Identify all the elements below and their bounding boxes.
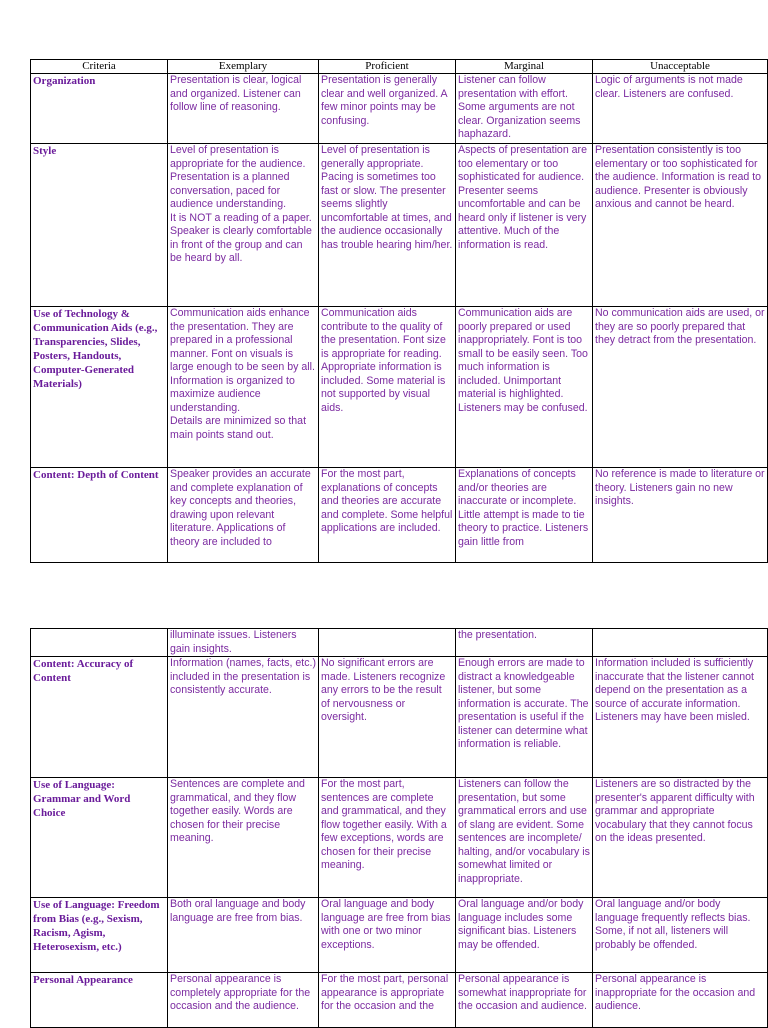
marginal-cell <box>456 468 593 563</box>
header-exemplary: Exemplary <box>168 60 319 74</box>
rubric-table-page-2 <box>30 628 768 1028</box>
criteria-cell: Use of Technology & Communication Aids (e.g., Transparencies, Slides, Posters, Handouts, Computer-Generated Materials) <box>31 307 168 468</box>
rubric-row <box>31 307 768 468</box>
cell-text: Information included is sufficiently inaccurate that the listener cannot depend on the presentation as a source of accurate information. Listeners may have been misled. <box>595 657 755 723</box>
cell-text: Information (names, facts, etc.) included in the presentation is consistently accurate. <box>170 657 317 696</box>
proficient-cell <box>319 778 456 898</box>
cell-text: Both oral language and body language are free from bias. <box>170 898 306 924</box>
cell-text: Communication aids are poorly prepared or used inappropriately. Font is too small to be easily seen. Too much information is included. Unimportant material is highlighted. Listeners may be confused. <box>458 307 588 414</box>
cell-text: It is NOT a reading of a paper. <box>170 211 312 224</box>
rubric-row <box>31 74 768 144</box>
unacceptable-cell <box>593 898 768 973</box>
exemplary-cell <box>168 629 319 657</box>
unacceptable-cell <box>593 468 768 563</box>
cell-text: For the most part, sentences are complete and grammatical, and they flow together easily. With a few exceptions, words are chosen for their precise meaning. <box>321 778 447 871</box>
cell-text: Aspects of presentation are too elementary or too sophisticated for audience. Presenter seems uncomfortable and can be heard only if listener is very attentive. Much of the information is read. <box>458 144 587 251</box>
cell-text: Oral language and body language are free from bias with one or two minor exceptions. <box>321 898 451 951</box>
exemplary-cell <box>168 973 319 1028</box>
marginal-cell <box>456 629 593 657</box>
exemplary-cell <box>168 144 319 307</box>
header-criteria: Criteria <box>31 60 168 74</box>
criteria-cell: Use of Language: Grammar and Word Choice <box>31 778 168 898</box>
criteria-cell <box>31 629 168 657</box>
marginal-cell <box>456 307 593 468</box>
header-proficient: Proficient <box>319 60 456 74</box>
unacceptable-cell <box>593 778 768 898</box>
cell-text: Communication aids contribute to the quality of the presentation. Font size is appropriate for reading. Appropriate information is included. Some material is not supported by visual aids. <box>321 307 446 414</box>
cell-text: Presentation is generally clear and well organized. A few minor points may be confusing. <box>321 74 448 127</box>
cell-text: Communication aids enhance the presentation. They are prepared in a professional manner. Font on visuals is large enough to be seen by all. Information is organized to maximize audience understanding. <box>170 307 315 414</box>
marginal-cell <box>456 778 593 898</box>
marginal-cell <box>456 74 593 144</box>
rubric-row <box>31 657 768 778</box>
rubric-row <box>31 144 768 307</box>
exemplary-cell <box>168 468 319 563</box>
cell-text: Presentation consistently is too elementary or too sophisticated for the audience. Information is read to audience. Presenter is obviously anxious and cannot be heard. <box>595 144 762 210</box>
proficient-cell <box>319 973 456 1028</box>
cell-text: Oral language and/or body language includes some significant bias. Listeners may be offended. <box>458 898 584 951</box>
rubric-row <box>31 778 768 898</box>
proficient-cell <box>319 468 456 563</box>
cell-text: No significant errors are made. Listeners recognize any errors to be the result of nervousness or oversight. <box>321 657 446 723</box>
cell-text: Enough errors are made to distract a knowledgeable listener, but some information is accurate. The presentation is useful if the listener can determine what information is reliable. <box>458 657 589 750</box>
cell-text: Speaker provides an accurate and complete explanation of key concepts and theories, drawing upon relevant literature. Applications of theory are included to <box>170 468 311 548</box>
cell-text: Personal appearance is somewhat inappropriate for the occasion and audience. <box>458 973 587 1012</box>
marginal-cell <box>456 898 593 973</box>
cell-text: illuminate issues. Listeners gain insights. <box>170 629 297 655</box>
exemplary-cell <box>168 74 319 144</box>
header-row <box>31 60 768 74</box>
proficient-cell <box>319 144 456 307</box>
cell-text: No reference is made to literature or theory. Listeners gain no new insights. <box>595 468 765 507</box>
unacceptable-cell <box>593 657 768 778</box>
exemplary-cell <box>168 307 319 468</box>
marginal-cell <box>456 973 593 1028</box>
cell-text: No communication aids are used, or they are so poorly prepared that they detract from the presentation. <box>595 307 765 346</box>
criteria-cell: Content: Depth of Content <box>31 468 168 563</box>
cell-text: Presentation is clear, logical and organized. Listener can follow line of reasoning. <box>170 74 302 113</box>
unacceptable-cell <box>593 144 768 307</box>
criteria-cell: Content: Accuracy of Content <box>31 657 168 778</box>
cell-text: Listeners can follow the presentation, but some grammatical errors and use of slang are evident. Some sentences are incomplete/ halting, and/or vocabulary is somewhat limited or inappropriate. <box>458 778 590 885</box>
criteria-cell: Style <box>31 144 168 307</box>
cell-text: Level of presentation is generally appropriate. Pacing is sometimes too fast or slow. The presenter seems slightly uncomfortable at times, and the audience occasionally has trouble hearing him/her. <box>321 144 453 251</box>
cell-text: Personal appearance is inappropriate for the occasion and audience. <box>595 973 756 1012</box>
cell-text: Personal appearance is completely appropriate for the occasion and the audience. <box>170 973 311 1012</box>
cell-text: Oral language and/or body language frequently reflects bias. Some, if not all, listeners will probably be offended. <box>595 898 751 951</box>
cell-text: the presentation. <box>458 629 537 641</box>
rubric-row <box>31 973 768 1028</box>
cell-text: For the most part, personal appearance is appropriate for the occasion and the <box>321 973 449 1012</box>
header-marginal: Marginal <box>456 60 593 74</box>
proficient-cell <box>319 629 456 657</box>
cell-text: Logic of arguments is not made clear. Listeners are confused. <box>595 74 743 100</box>
marginal-cell <box>456 657 593 778</box>
cell-text: For the most part, explanations of concepts and theories are accurate and complete. Some helpful applications are included. <box>321 468 453 534</box>
rubric-row <box>31 468 768 563</box>
rubric-row <box>31 629 768 657</box>
header-unacceptable: Unacceptable <box>593 60 768 74</box>
cell-text: Details are minimized so that main points stand out. <box>170 415 307 441</box>
proficient-cell <box>319 74 456 144</box>
criteria-cell: Use of Language: Freedom from Bias (e.g., Sexism, Racism, Agism, Heterosexism, etc.) <box>31 898 168 973</box>
unacceptable-cell <box>593 973 768 1028</box>
unacceptable-cell <box>593 307 768 468</box>
rubric-table-page-1 <box>30 59 768 563</box>
exemplary-cell <box>168 778 319 898</box>
cell-text: Speaker is clearly comfortable in front of the group and can be heard by all. <box>170 225 312 264</box>
unacceptable-cell <box>593 629 768 657</box>
exemplary-cell <box>168 898 319 973</box>
marginal-cell <box>456 144 593 307</box>
proficient-cell <box>319 898 456 973</box>
cell-text: Explanations of concepts and/or theories are inaccurate or incomplete. Little attempt is made to tie theory to practice. Listeners gain little from <box>458 468 589 548</box>
proficient-cell <box>319 307 456 468</box>
exemplary-cell <box>168 657 319 778</box>
cell-text: Sentences are complete and grammatical, and they flow together easily. Words are chosen for their precise meaning. <box>170 778 305 844</box>
proficient-cell <box>319 657 456 778</box>
rubric-row <box>31 898 768 973</box>
criteria-cell: Organization <box>31 74 168 144</box>
cell-text: Listeners are so distracted by the presenter's apparent difficulty with grammar and appropriate vocabulary that they cannot focus on the ideas presented. <box>595 778 755 844</box>
criteria-cell: Personal Appearance <box>31 973 168 1028</box>
cell-text: Level of presentation is appropriate for the audience. Presentation is a planned conversation, paced for audience understanding. <box>170 144 306 210</box>
unacceptable-cell <box>593 74 768 144</box>
cell-text: Listener can follow presentation with effort. Some arguments are not clear. Organization seems haphazard. <box>458 74 581 140</box>
